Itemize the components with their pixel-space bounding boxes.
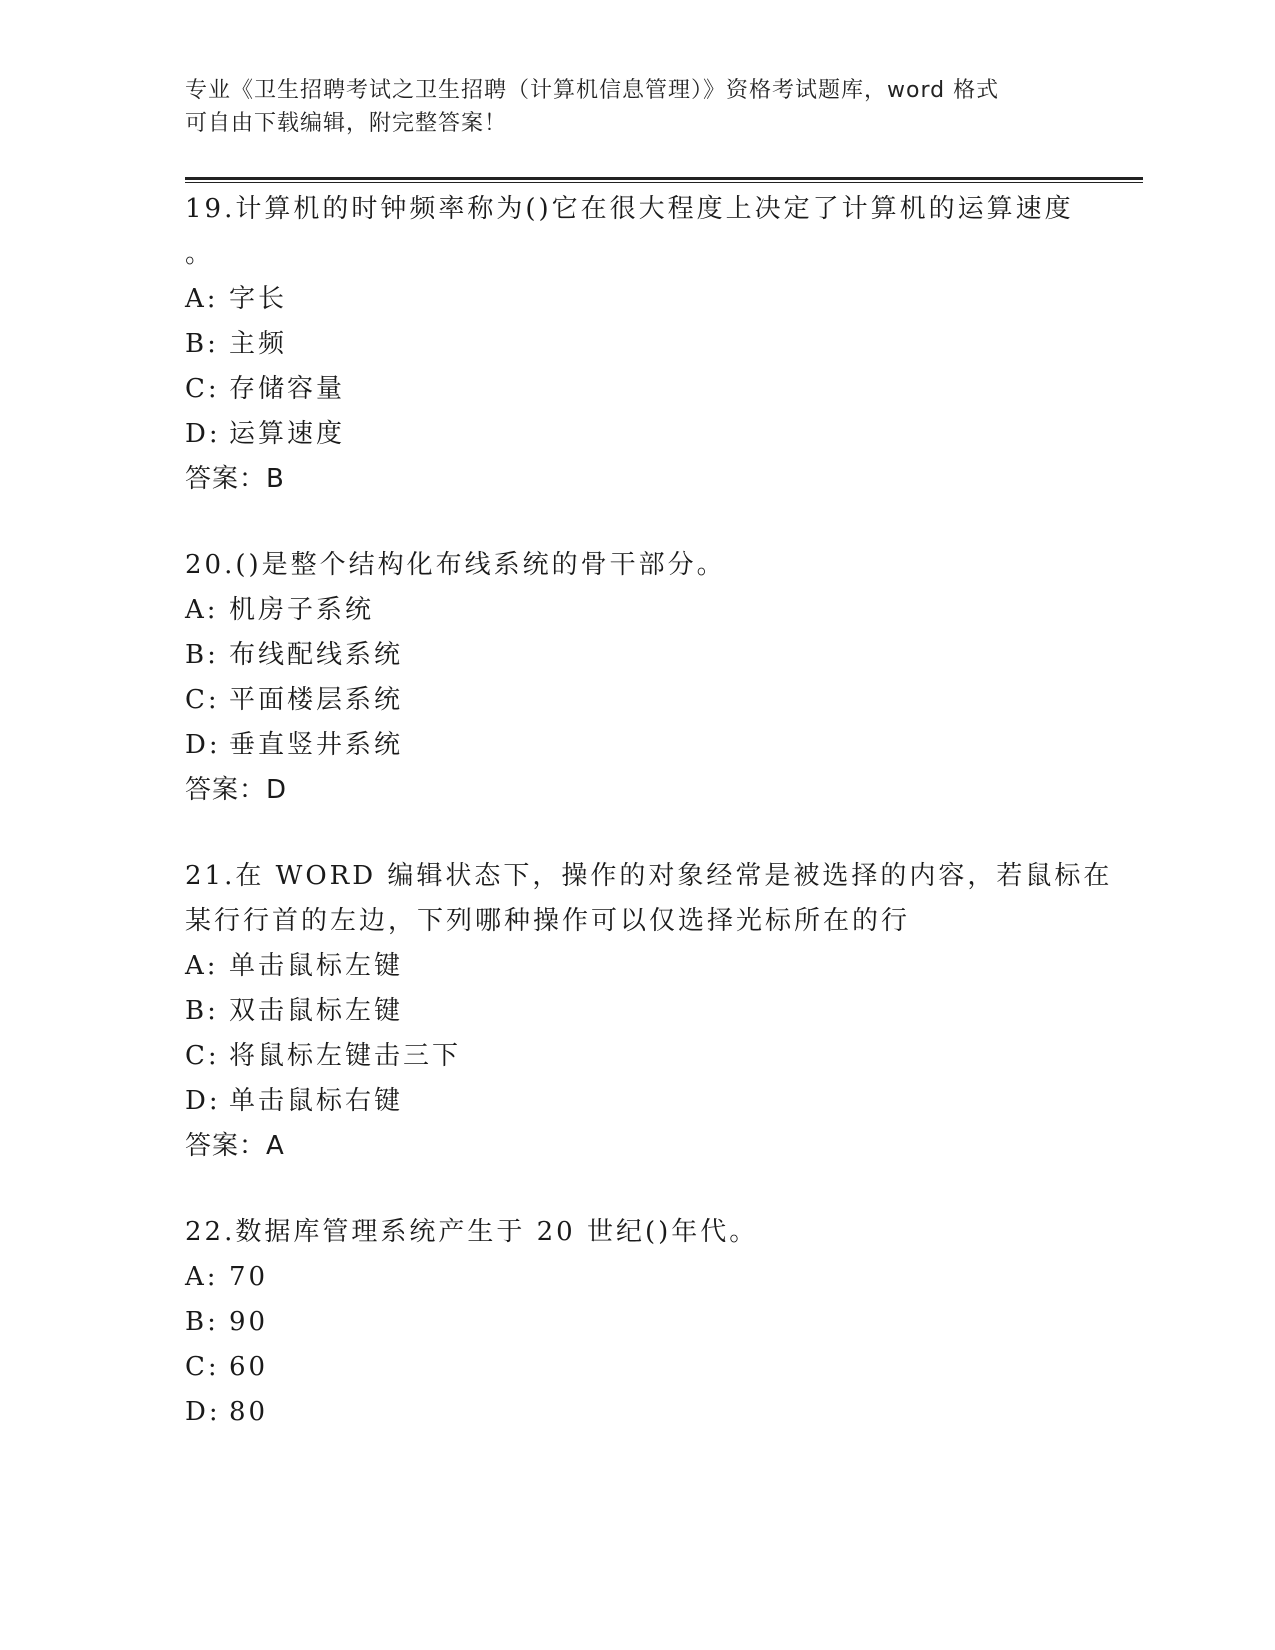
- option-text: 布线配线系统: [229, 640, 404, 670]
- question-list: [185, 187, 1113, 1476]
- answer-key: 答案：A: [185, 1131, 285, 1161]
- option-text: 将鼠标左键击三下: [229, 1041, 462, 1071]
- option-letter: A:: [185, 284, 219, 314]
- question-stem: 20.()是整个结构化布线系统的骨干部分。: [185, 550, 726, 580]
- option-letter: B:: [185, 1307, 219, 1337]
- option-letter: D:: [185, 1086, 221, 1116]
- option-letter: B:: [185, 640, 219, 670]
- header-divider-thin: [185, 182, 1143, 183]
- answer-option: [185, 723, 1085, 768]
- option-letter: C:: [185, 1352, 220, 1382]
- answer-option: [185, 944, 1085, 989]
- option-text: 主频: [229, 329, 288, 359]
- question-stem: 22.数据库管理系统产生于 20 世纪()年代。: [185, 1217, 759, 1247]
- answer-key: 答案：D: [185, 775, 288, 805]
- option-text: 70: [229, 1262, 269, 1292]
- answer-option: [185, 277, 1085, 322]
- document-header: [185, 74, 1065, 140]
- answer-option: [185, 1390, 1085, 1435]
- question-stem: 。: [185, 239, 215, 269]
- answer-option: [185, 322, 1085, 367]
- answer-option: [185, 1255, 1085, 1300]
- answer-option: [185, 588, 1085, 633]
- question-stem: 某行行首的左边，下列哪种操作可以仅选择光标所在的行: [185, 906, 911, 936]
- option-letter: C:: [185, 1041, 220, 1071]
- option-letter: C:: [185, 685, 220, 715]
- answer-option: [185, 1079, 1085, 1124]
- option-letter: A:: [185, 951, 219, 981]
- option-letter: B:: [185, 996, 219, 1026]
- option-text: 机房子系统: [229, 595, 375, 625]
- option-text: 90: [229, 1307, 269, 1337]
- option-text: 平面楼层系统: [229, 685, 404, 715]
- option-letter: A:: [185, 595, 219, 625]
- answer-option: [185, 1300, 1085, 1345]
- answer-option: [185, 367, 1085, 412]
- option-letter: C:: [185, 374, 220, 404]
- option-letter: D:: [185, 730, 221, 760]
- question-block: [185, 187, 1085, 502]
- answer-option: [185, 989, 1085, 1034]
- option-letter: B:: [185, 329, 219, 359]
- option-text: 双击鼠标左键: [229, 996, 404, 1026]
- answer-option: [185, 1345, 1085, 1390]
- option-text: 字长: [229, 284, 288, 314]
- option-text: 60: [229, 1352, 269, 1382]
- option-letter: D:: [185, 419, 221, 449]
- header-line-2: 可自由下载编辑，附完整答案！: [185, 111, 508, 136]
- question-block: [185, 854, 1113, 1169]
- option-text: 垂直竖井系统: [229, 730, 404, 760]
- option-text: 单击鼠标右键: [229, 1086, 404, 1116]
- answer-option: [185, 633, 1085, 678]
- option-text: 80: [229, 1397, 269, 1427]
- option-text: 单击鼠标左键: [229, 951, 404, 981]
- header-divider-thick: [185, 177, 1143, 180]
- question-stem: 19.计算机的时钟频率称为()它在很大程度上决定了计算机的运算速度: [185, 194, 1074, 224]
- question-block: [185, 1210, 1085, 1435]
- question-block: [185, 543, 1085, 813]
- answer-key: 答案：B: [185, 464, 285, 494]
- option-letter: D:: [185, 1397, 221, 1427]
- option-text: 运算速度: [229, 419, 346, 449]
- answer-option: [185, 1034, 1085, 1079]
- header-line-1: 专业《卫生招聘考试之卫生招聘（计算机信息管理）》资格考试题库，word 格式: [185, 78, 1000, 103]
- answer-option: [185, 412, 1085, 457]
- question-stem: 21.在 WORD 编辑状态下，操作的对象经常是被选择的内容，若鼠标在: [185, 861, 1113, 891]
- answer-option: [185, 678, 1085, 723]
- option-text: 存储容量: [229, 374, 346, 404]
- option-letter: A:: [185, 1262, 219, 1292]
